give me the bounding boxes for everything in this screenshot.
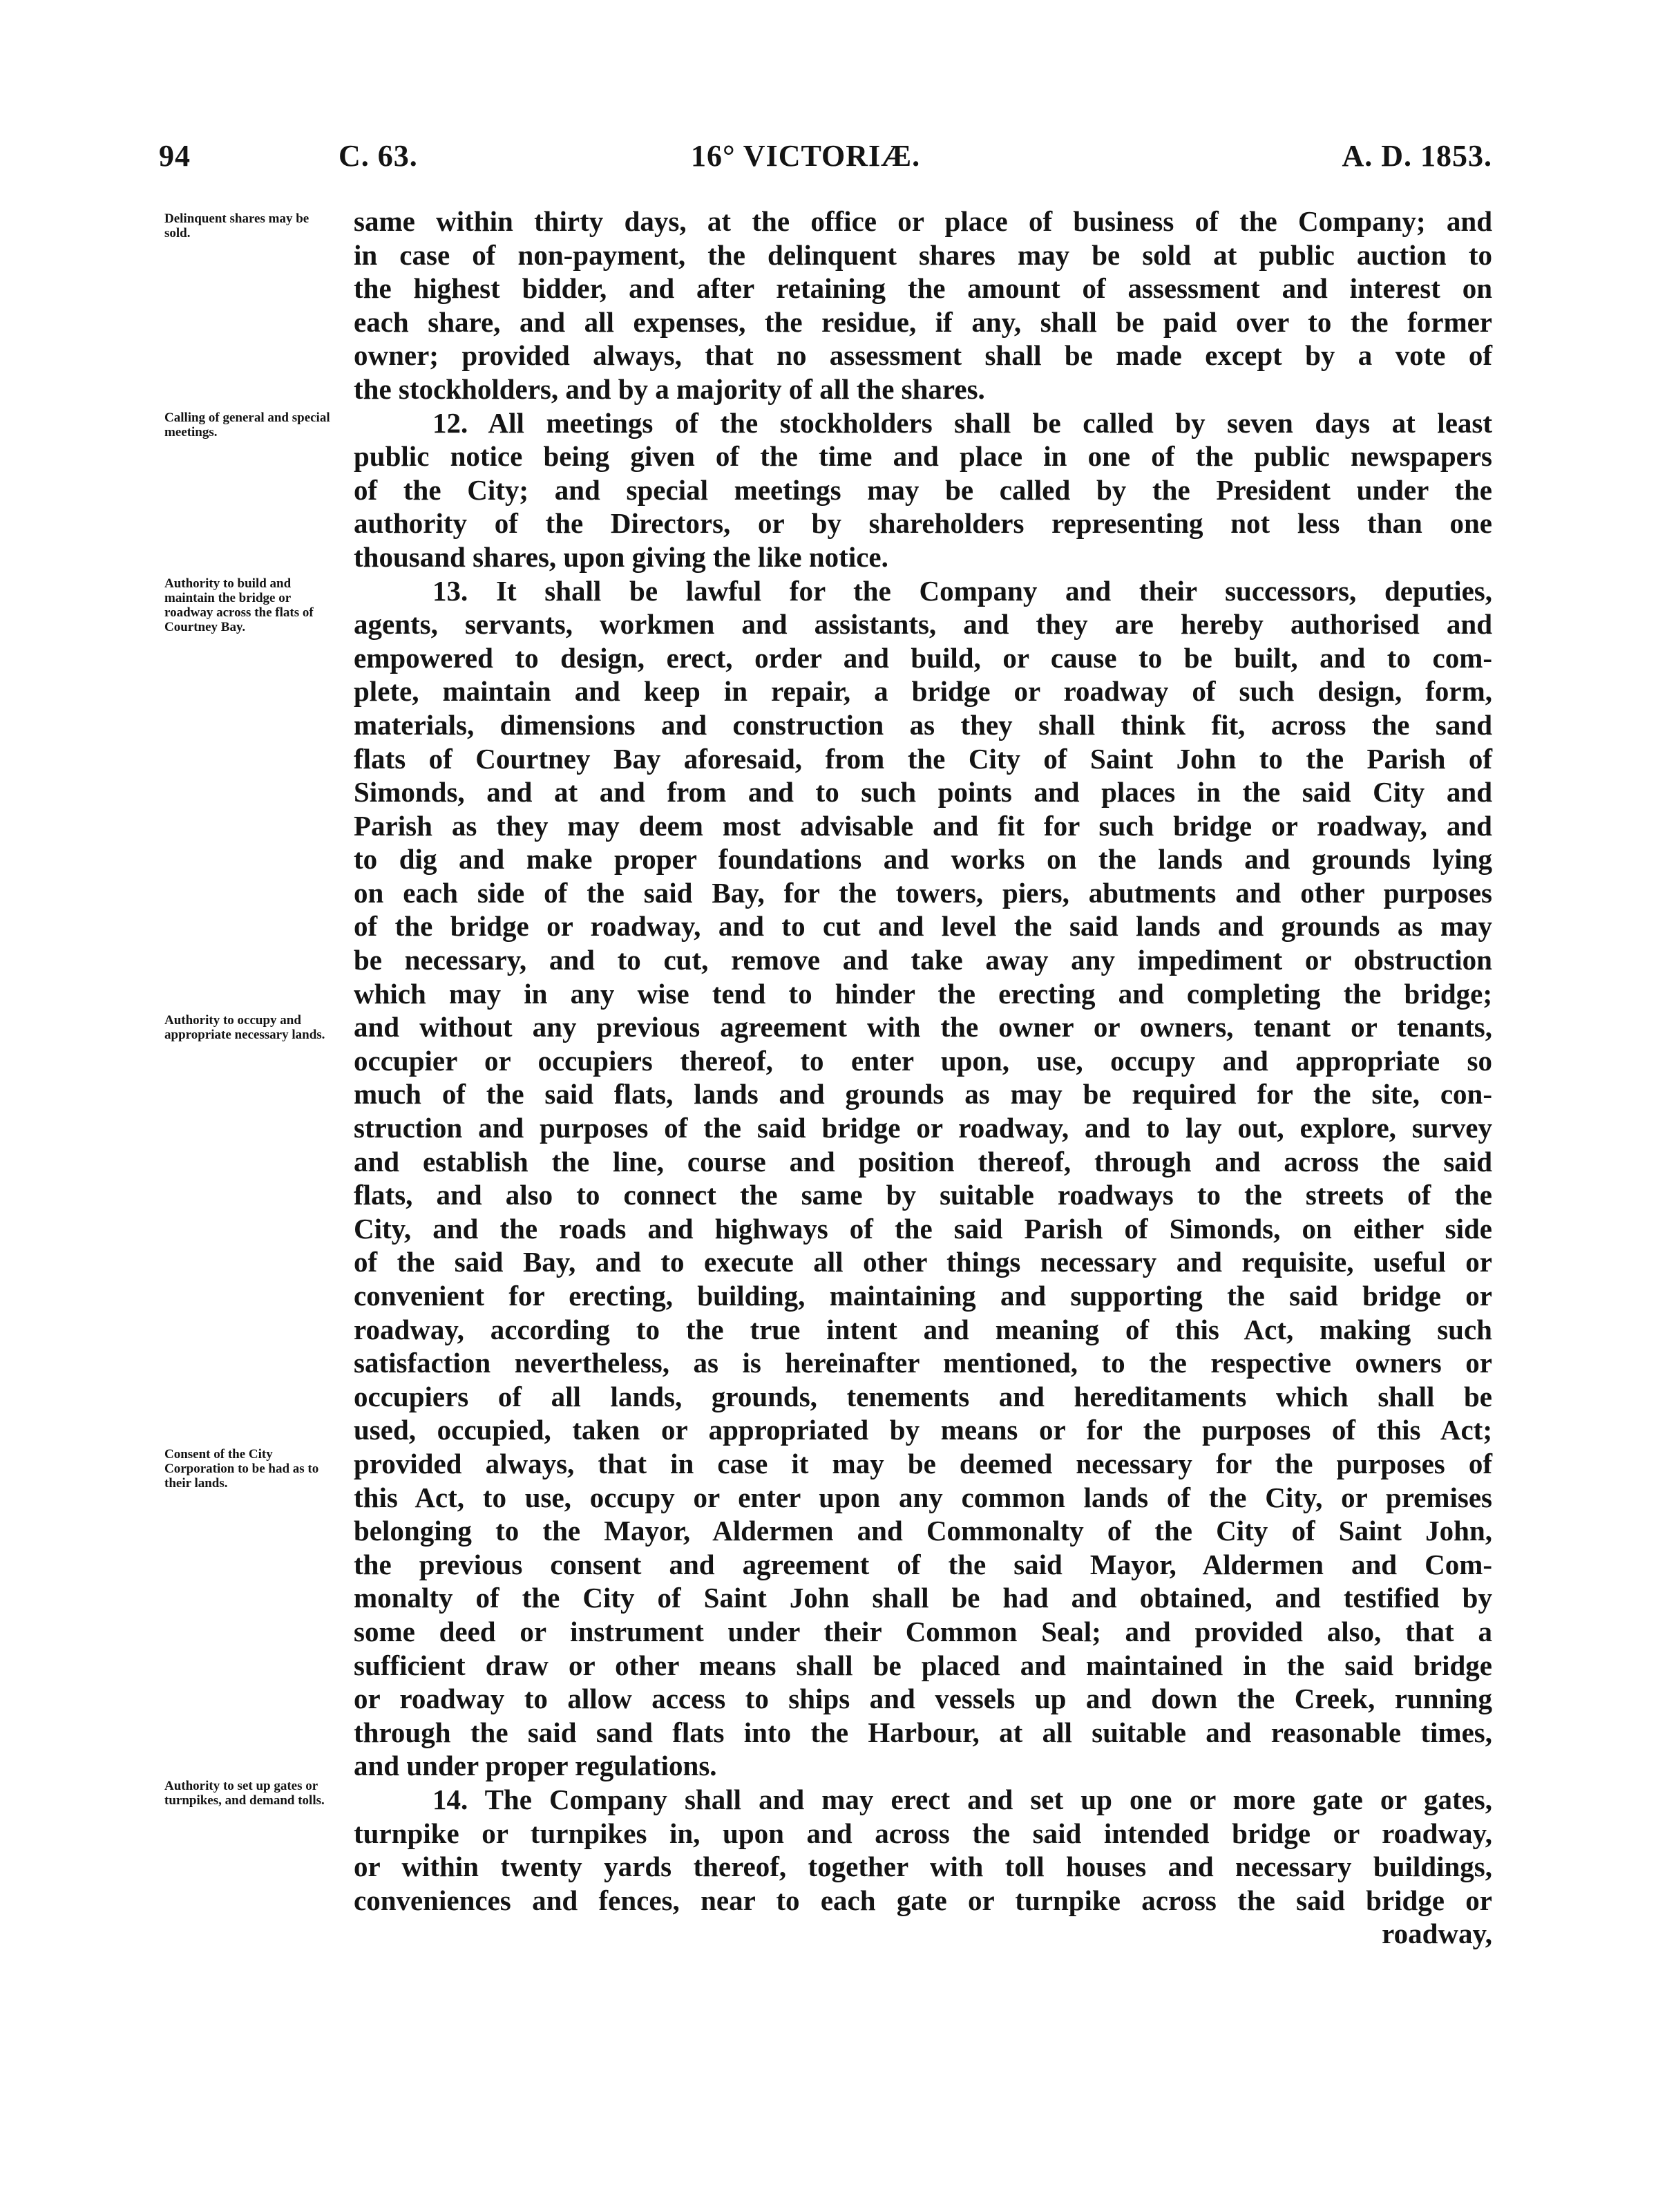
text-line: occupier or occupiers thereof, to enter upon, use, occupy and appropriate so (354, 1044, 1492, 1077)
text-line: used, occupied, taken or appropriated by means or for the purposes of this Act; (354, 1414, 1492, 1446)
text-line: 12. All meetings of the stockholders shall be called by seven days at least (432, 406, 1492, 439)
text-line: of the bridge or roadway, and to cut and level the said lands and grounds as may (354, 910, 1492, 943)
text-line: 13. It shall be lawful for the Company and their successors, deputies, (432, 574, 1492, 607)
text-line: provided always, that in case it may be deemed necessary for the purposes of (354, 1447, 1492, 1480)
text-line: sufficient draw or other means shall be placed and maintained in the said bridge (354, 1649, 1492, 1681)
text-line: satisfaction nevertheless, as is hereinafter mentioned, to the respective owners or (354, 1347, 1492, 1379)
text-line: empowered to design, erect, order and build, or cause to be built, and to com- (354, 641, 1492, 674)
text-line: Simonds, and at and from and to such points and places in the said City and (354, 776, 1492, 809)
text-line: of the City; and special meetings may be called by the President under the (354, 473, 1492, 506)
text-line: and without any previous agreement with the owner or owners, tenant or tenants, (354, 1011, 1492, 1043)
text-line: roadway, (1382, 1918, 1492, 1950)
text-line: to dig and make proper foundations and works on the lands and grounds lying (354, 843, 1492, 876)
text-line: monalty of the City of Saint John shall be had and obtained, and testified by (354, 1582, 1492, 1614)
page-header (159, 138, 1492, 187)
text-line: turnpike or turnpikes in, upon and across the said intended bridge or roadway, (354, 1817, 1492, 1849)
margin-note: Authority to set up gates or turnpikes, and demand tolls. (164, 1779, 325, 1808)
text-line: the highest bidder, and after retaining the amount of assessment and interest on (354, 272, 1492, 305)
text-line: through the said sand flats into the Harbour, at all suitable and reasonable times, (354, 1716, 1492, 1748)
text-line: agents, servants, workmen and assistants, and they are hereby authorised and (354, 608, 1492, 641)
text-line: much of the said flats, lands and grounds as may be required for the site, con- (354, 1078, 1492, 1110)
text-line: materials, dimensions and construction as they shall think fit, across the sand (354, 708, 1492, 741)
text-line: some deed or instrument under their Common Seal; and provided also, that a (354, 1615, 1492, 1647)
text-line: or within twenty yards thereof, together with toll houses and necessary buildings, (354, 1851, 1492, 1883)
text-line: roadway, according to the true intent and meaning of this Act, making such (354, 1313, 1492, 1345)
text-line: occupiers of all lands, grounds, tenements and hereditaments which shall be (354, 1380, 1492, 1412)
text-line: same within thirty days, at the office or place of business of the Company; and (354, 205, 1492, 237)
text-line: and under proper regulations. (354, 1750, 717, 1782)
text-line: owner; provided always, that no assessment shall be made except by a vote of (354, 339, 1492, 372)
text-line: plete, maintain and keep in repair, a bridge or roadway of such design, form, (354, 675, 1492, 708)
margin-note: Authority to occupy and appropriate necessary lands. (164, 1013, 325, 1042)
margin-note: Consent of the City Corporation to be had as to their lands. (164, 1447, 319, 1491)
text-line: Parish as they may deem most advisable and fit for such bridge or roadway, and (354, 809, 1492, 842)
margin-note: Delinquent shares may be sold. (164, 211, 309, 240)
text-line: of the said Bay, and to execute all other things necessary and requisite, useful or (354, 1246, 1492, 1278)
text-line: belonging to the Mayor, Aldermen and Commonalty of the City of Saint John, (354, 1515, 1492, 1547)
text-line: be necessary, and to cut, remove and take away any impediment or obstruction (354, 944, 1492, 976)
text-line: or roadway to allow access to ships and vessels up and down the Creek, running (354, 1683, 1492, 1715)
text-line: conveniences and fences, near to each gate or turnpike across the said bridge or (354, 1884, 1492, 1916)
year-label: A. D. 1853. (1342, 139, 1492, 173)
text-line: convenient for erecting, building, maintaining and supporting the said bridge or (354, 1280, 1492, 1312)
text-line: each share, and all expenses, the residue, if any, shall be paid over to the former (354, 305, 1492, 338)
text-line: the stockholders, and by a majority of all the shares. (354, 372, 985, 405)
text-line: on each side of the said Bay, for the towers, piers, abutments and other purposes (354, 876, 1492, 909)
text-line: 14. The Company shall and may erect and set up one or more gate or gates, (432, 1783, 1492, 1815)
body-text (354, 205, 1492, 1951)
text-line: authority of the Directors, or by shareholders representing not less than one (354, 507, 1492, 540)
text-line: thousand shares, upon giving the like notice. (354, 540, 888, 573)
text-line: the previous consent and agreement of the said Mayor, Aldermen and Com- (354, 1548, 1492, 1580)
reign-label: 16° VICTORIÆ. (691, 139, 921, 173)
text-line: City, and the roads and highways of the said Parish of Simonds, on either side (354, 1212, 1492, 1245)
chapter-label: C. 63. (339, 139, 418, 173)
text-line: and establish the line, course and position thereof, through and across the said (354, 1145, 1492, 1178)
text-line: struction and purposes of the said bridge or roadway, and to lay out, explore, survey (354, 1112, 1492, 1144)
text-line: this Act, to use, occupy or enter upon any common lands of the City, or premises (354, 1481, 1492, 1513)
text-line: public notice being given of the time and place in one of the public newspapers (354, 440, 1492, 473)
text-line: flats of Courtney Bay aforesaid, from the City of Saint John to the Parish of (354, 742, 1492, 775)
margin-note: Calling of general and special meetings. (164, 410, 330, 439)
text-line: in case of non-payment, the delinquent shares may be sold at public auction to (354, 238, 1492, 271)
text-line: which may in any wise tend to hinder the erecting and completing the bridge; (354, 977, 1492, 1010)
page-number: 94 (159, 139, 191, 173)
text-line: flats, and also to connect the same by suitable roadways to the streets of the (354, 1179, 1492, 1211)
margin-note: Authority to build and maintain the bridge or roadway across the flats of Courtney Bay. (164, 576, 314, 634)
